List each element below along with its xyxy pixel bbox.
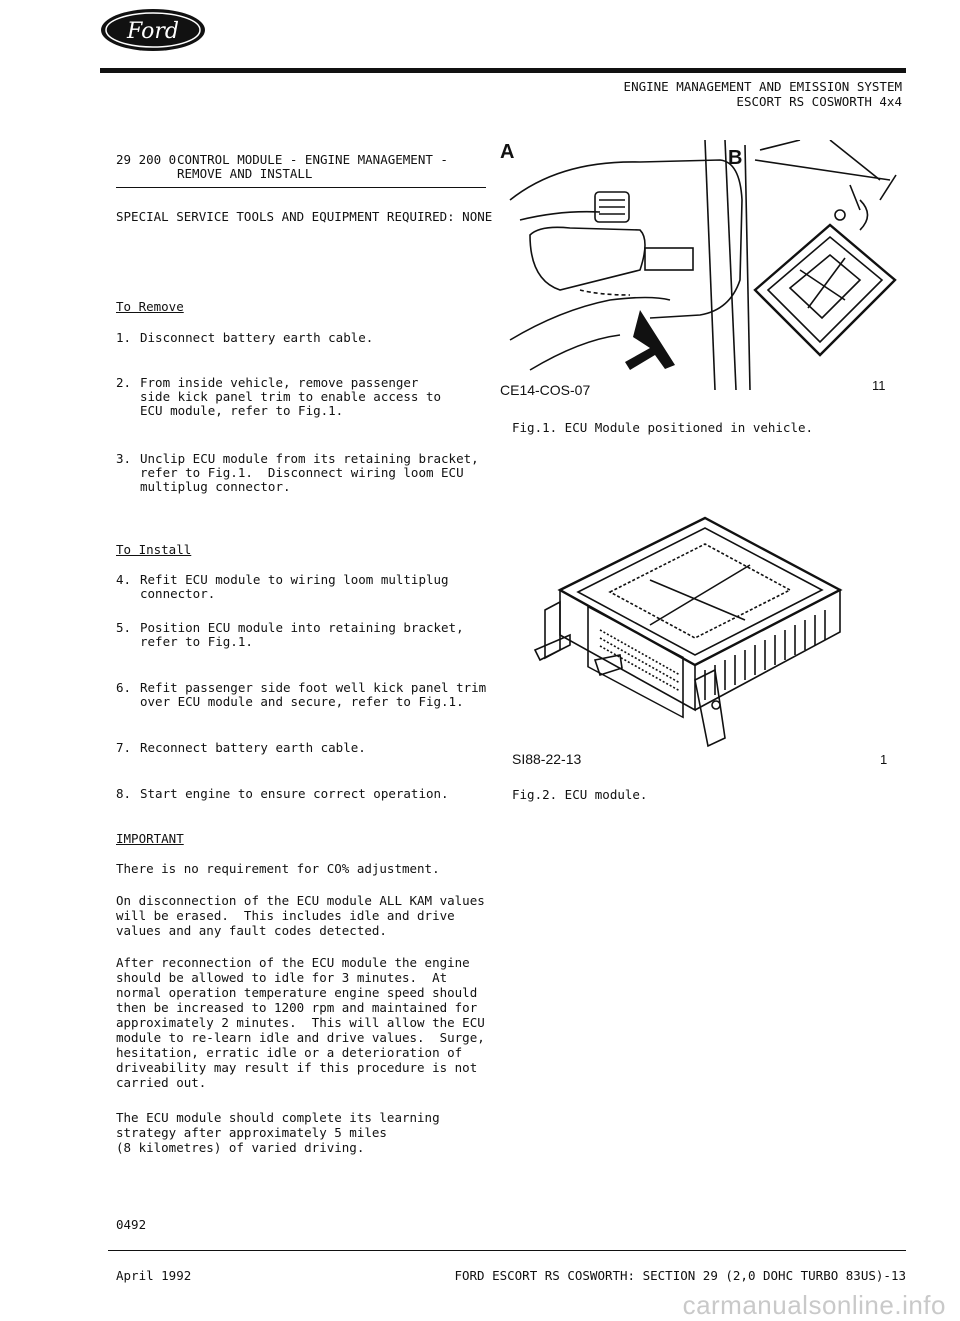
- fig1-caption: Fig.1. ECU Module positioned in vehicle.: [512, 420, 814, 435]
- section-title-line2: REMOVE AND INSTALL: [177, 166, 313, 181]
- fig1-illustration: [500, 140, 900, 400]
- important-para: On disconnection of the ECU module ALL KAM values: [116, 893, 485, 908]
- fig2-ref: SI88-22-13: [512, 751, 582, 767]
- important-para: module to re-learn idle and drive values. Surge,: [116, 1030, 485, 1045]
- header-line2: ESCORT RS COSWORTH 4x4: [736, 94, 902, 109]
- important-para: should be allowed to idle for 3 minutes. At: [116, 970, 448, 985]
- important-heading: IMPORTANT: [116, 831, 184, 846]
- fig1-drawing: [500, 140, 900, 400]
- fig1-ref: CE14-COS-07: [500, 382, 591, 398]
- watermark: carmanualsonline.info: [682, 1290, 946, 1320]
- step-3-num: 3.: [116, 451, 132, 466]
- remove-heading: To Remove: [116, 299, 184, 314]
- step-6-line: Refit passenger side foot well kick panel trim: [140, 680, 487, 695]
- section-code: 29 200 0: [116, 152, 177, 167]
- header-line1: ENGINE MANAGEMENT AND EMISSION SYSTEM: [623, 79, 902, 94]
- step-1-line: Disconnect battery earth cable.: [140, 330, 374, 345]
- important-para: normal operation temperature engine speed should: [116, 985, 478, 1000]
- important-para: carried out.: [116, 1075, 207, 1090]
- footer-right: FORD ESCORT RS COSWORTH: SECTION 29 (2,0 DOHC TURBO 83US)-13: [454, 1268, 906, 1283]
- fig1-label-b: B: [728, 147, 743, 169]
- footer-code: 0492: [116, 1217, 147, 1232]
- step-2-line: From inside vehicle, remove passenger: [140, 375, 419, 390]
- important-para: After reconnection of the ECU module the engine: [116, 955, 470, 970]
- step-7-line: Reconnect battery earth cable.: [140, 740, 366, 755]
- important-para: (8 kilometres) of varied driving.: [116, 1140, 365, 1155]
- important-para: values and any fault codes detected.: [116, 923, 387, 938]
- step-4-line: Refit ECU module to wiring loom multiplug: [140, 572, 449, 587]
- step-8-num: 8.: [116, 786, 132, 801]
- step-6-line: over ECU module and secure, refer to Fig.1.: [140, 694, 464, 709]
- fig2-illustration: [500, 510, 900, 770]
- step-2-line: side kick panel trim to enable access to: [140, 389, 442, 404]
- step-7-num: 7.: [116, 740, 132, 755]
- section-title-line1: CONTROL MODULE - ENGINE MANAGEMENT -: [177, 152, 448, 167]
- special-tools: SPECIAL SERVICE TOOLS AND EQUIPMENT REQUIRED: NONE: [116, 209, 493, 224]
- arrow-icon: [625, 310, 675, 370]
- important-para: approximately 2 minutes. This will allow the ECU: [116, 1015, 485, 1030]
- fig1-corner: 11: [872, 378, 886, 393]
- top-rule: [100, 68, 906, 73]
- footer-date: April 1992: [116, 1268, 192, 1283]
- important-para: hesitation, erratic idle or a deterioration of: [116, 1045, 463, 1060]
- step-5-line: Position ECU module into retaining bracket,: [140, 620, 464, 635]
- fig2-corner: 1: [880, 752, 888, 767]
- step-4-line: connector.: [140, 586, 216, 601]
- fig2-drawing: [500, 510, 900, 770]
- important-para: The ECU module should complete its learning: [116, 1110, 440, 1125]
- important-para: will be erased. This includes idle and drive: [116, 908, 455, 923]
- step-2-line: ECU module, refer to Fig.1.: [140, 403, 344, 418]
- step-5-num: 5.: [116, 620, 132, 635]
- important-para: driveability may result if this procedure is not: [116, 1060, 478, 1075]
- footer-rule: [108, 1250, 906, 1251]
- step-2-num: 2.: [116, 375, 132, 390]
- step-3-line: refer to Fig.1. Disconnect wiring loom ECU: [140, 465, 464, 480]
- fig2-caption: Fig.2. ECU module.: [512, 787, 648, 802]
- step-8-line: Start engine to ensure correct operation.: [140, 786, 449, 801]
- step-5-line: refer to Fig.1.: [140, 634, 253, 649]
- step-6-num: 6.: [116, 680, 132, 695]
- important-para: then be increased to 1200 rpm and maintained for: [116, 1000, 478, 1015]
- install-heading: To Install: [116, 542, 192, 557]
- important-para: strategy after approximately 5 miles: [116, 1125, 387, 1140]
- step-1-num: 1.: [116, 330, 132, 345]
- ford-logo: [100, 8, 206, 52]
- logo-text: Ford: [127, 19, 179, 44]
- important-para: There is no requirement for CO% adjustment.: [116, 861, 440, 876]
- step-3-line: multiplug connector.: [140, 479, 291, 494]
- step-3-line: Unclip ECU module from its retaining bracket,: [140, 451, 479, 466]
- step-4-num: 4.: [116, 572, 132, 587]
- ford-oval-icon: [100, 8, 206, 52]
- section-rule: [116, 187, 486, 188]
- fig1-label-a: A: [500, 141, 515, 163]
